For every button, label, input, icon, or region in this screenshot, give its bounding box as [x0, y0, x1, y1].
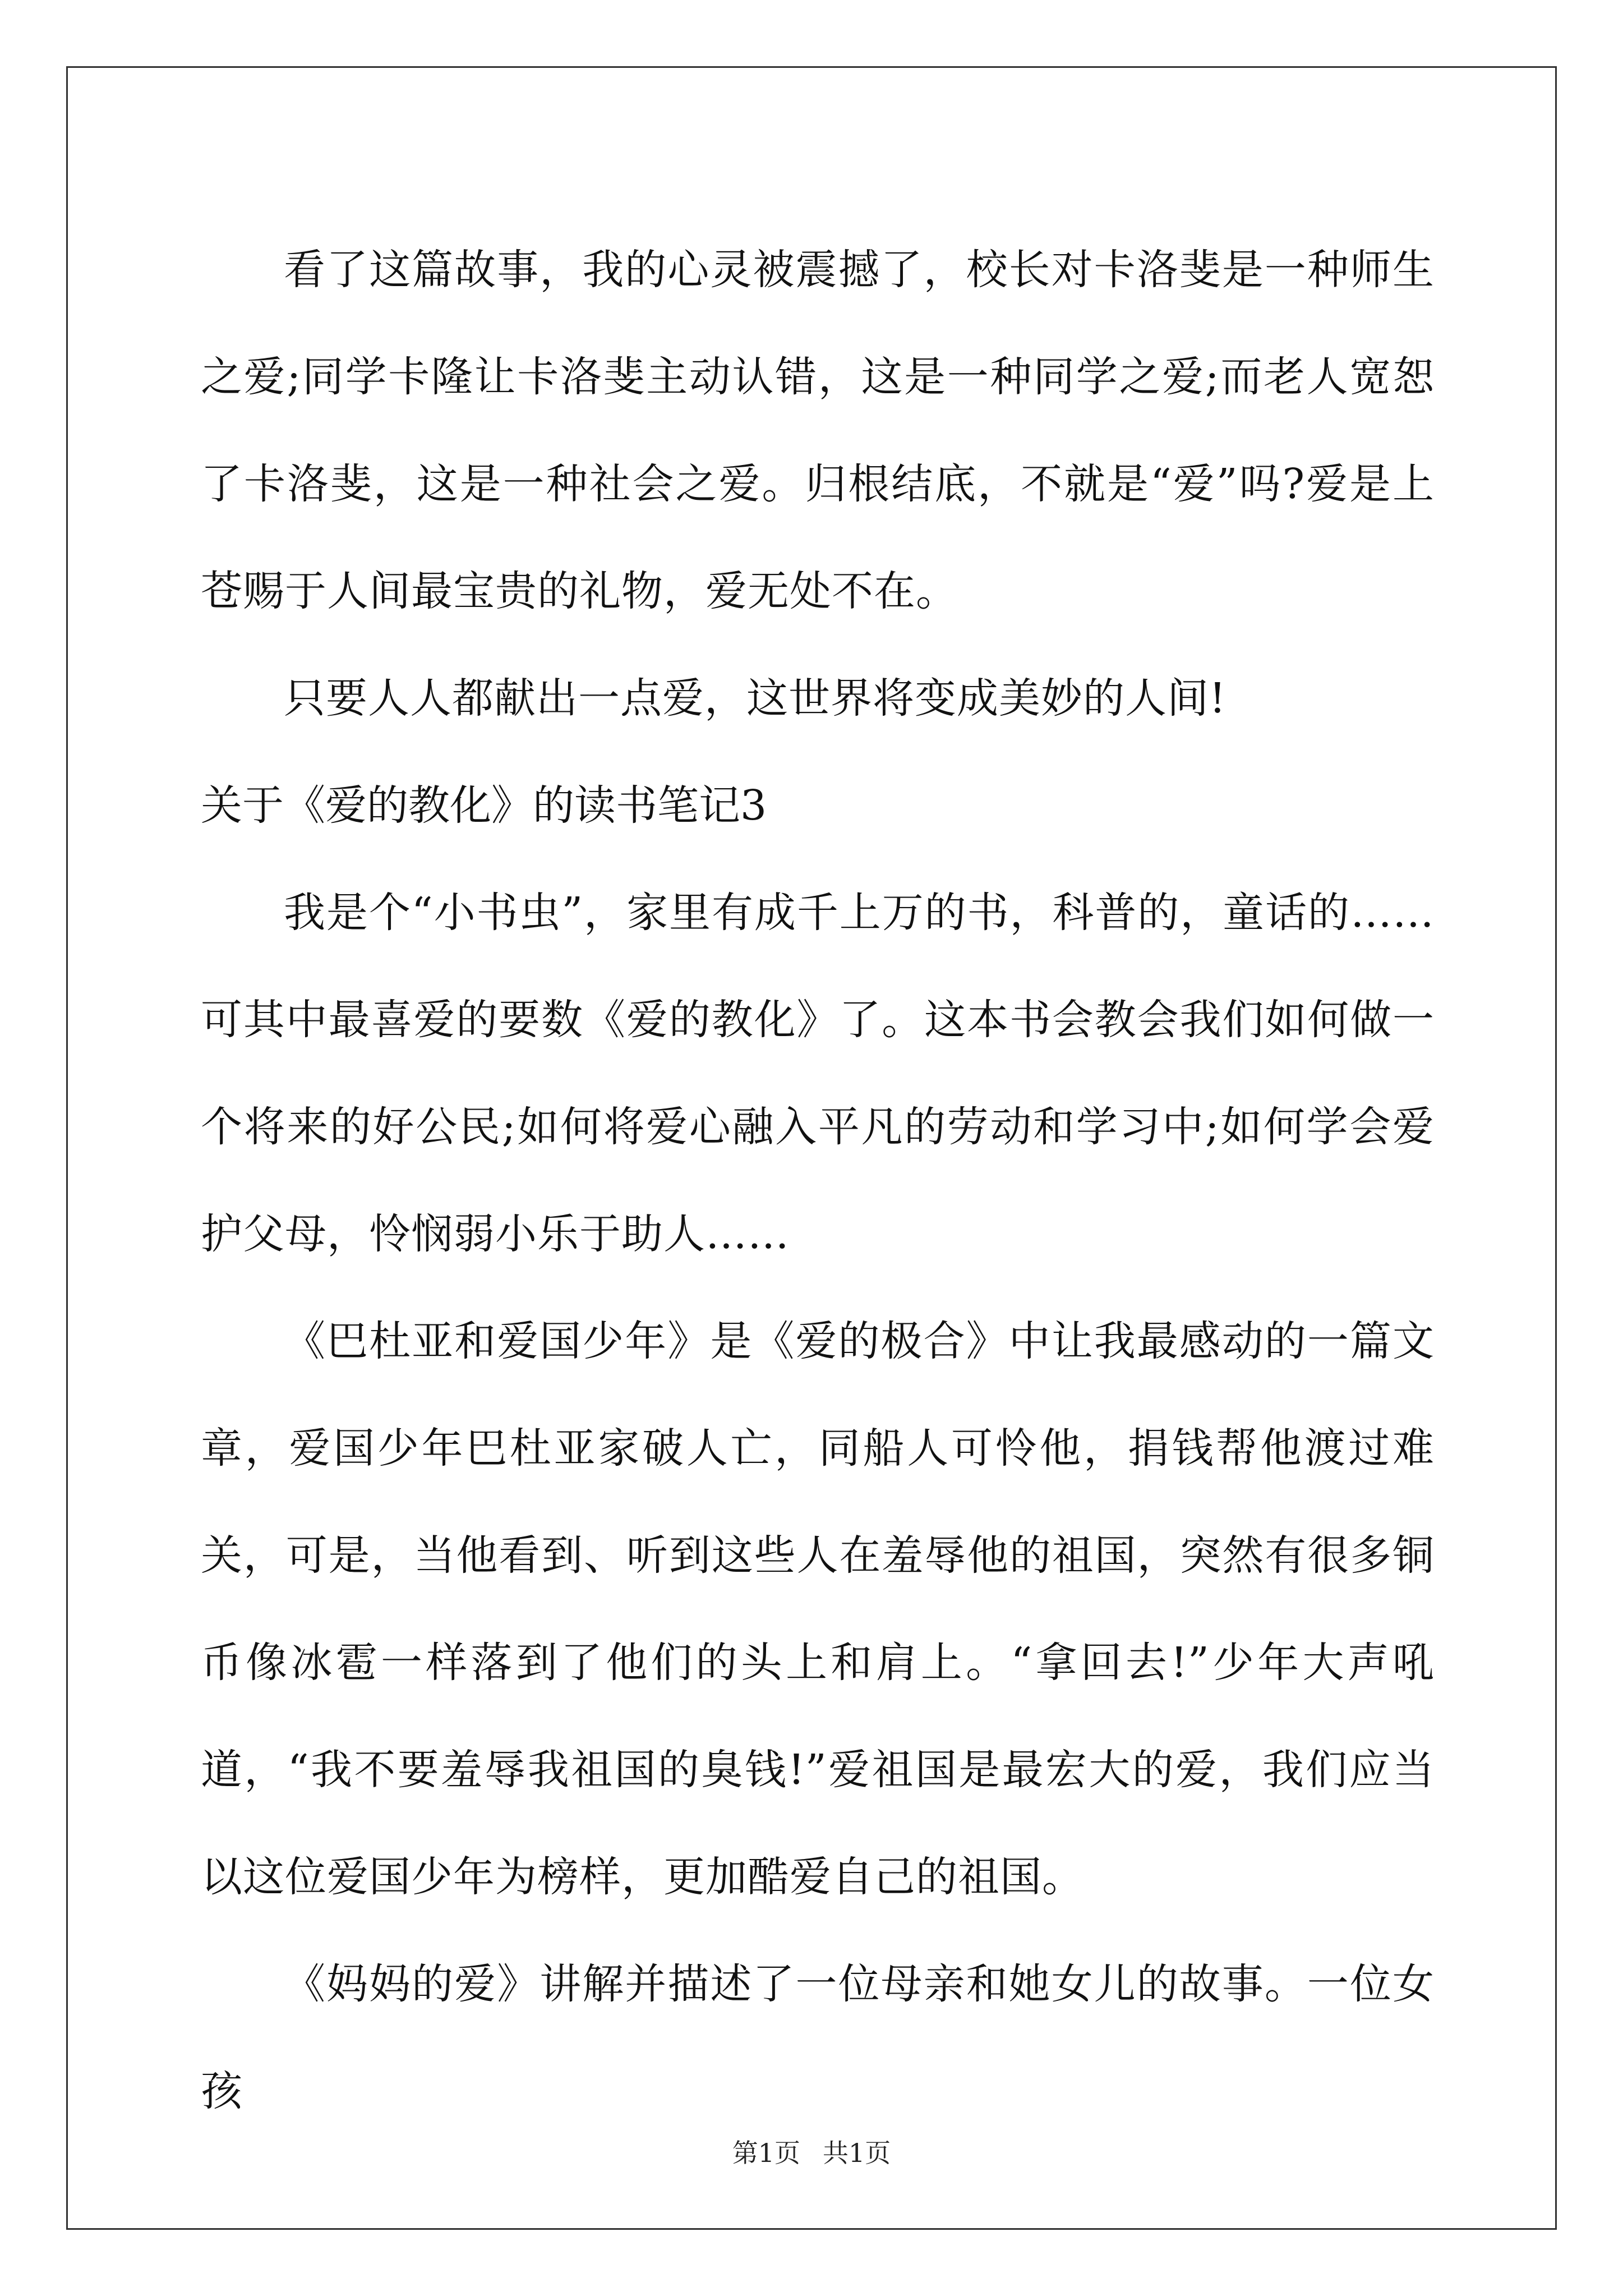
page-total: 共1页 — [823, 2138, 891, 2168]
document-body — [201, 217, 1435, 2145]
paragraph: 《巴杜亚和爱国少年》是《爱的极合》中让我最感动的一篇文章，爱国少年巴杜亚家破人亡，同船人可怜他，捐钱帮他渡过难关，可是，当他看到、听到这些人在羞辱他的祖国，突然有很多铜币像冰雹一样落到了他们的头上和肩上。“拿回去!”少年大声吼道，“我不要羞辱我祖国的臭钱!”爱祖国是最宏大的爱，我们应当以这位爱国少年为榜样，更加酷爱自己的祖国。 — [201, 1317, 1435, 1901]
paragraph: 只要人人都献出一点爱，这世界将变成美妙的人间! — [284, 674, 1227, 723]
paragraph: 看了这篇故事，我的心灵被震撼了，校长对卡洛斐是一种师生之爱;同学卡隆让卡洛斐主动认错，这是一种同学之爱;而老人宽恕了卡洛斐，这是一种社会之爱。归根结底，不就是“爱”吗?爱是上苍赐于人间最宝贵的礼物，爱无处不在。 — [201, 246, 1435, 615]
section-heading: 关于《爱的教化》的读书笔记3 — [201, 781, 767, 830]
paragraph: 《妈妈的爱》讲解并描述了一位母亲和她女儿的故事。一位女孩 — [201, 1960, 1435, 2115]
page-number: 第1页 — [732, 2138, 800, 2168]
paragraph: 我是个“小书虫”，家里有成千上万的书，科普的，童话的……可其中最喜爱的要数《爱的教化》了。这本书会教会我们如何做一个将来的好公民;如何将爱心融入平凡的劳动和学习中;如何学会爱护父母，怜悯弱小乐于助人…… — [201, 889, 1435, 1258]
page-footer — [0, 2136, 1623, 2170]
